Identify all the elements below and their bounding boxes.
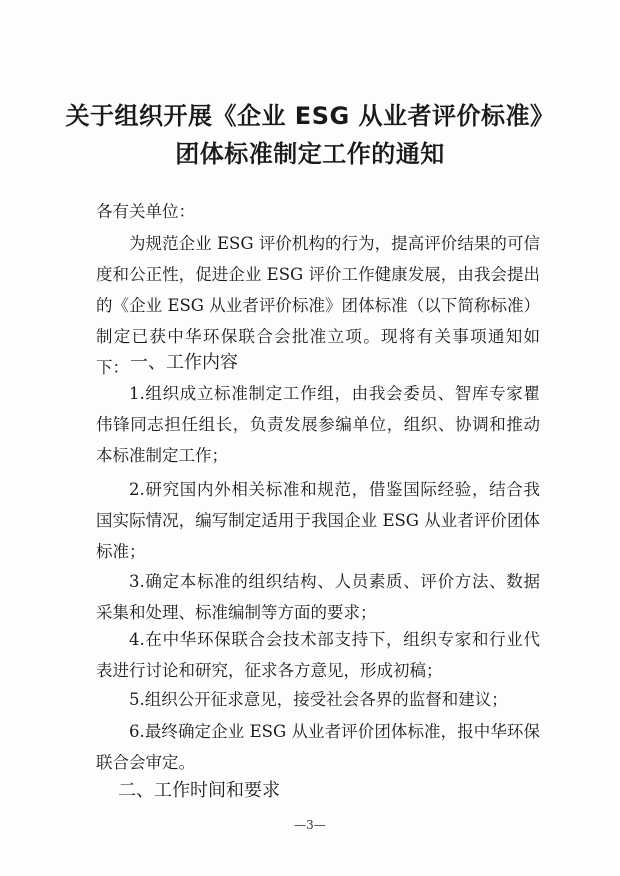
salutation: 各有关单位： [96,202,195,221]
list-item: 1.组织成立标准制定工作组，由我会委员、智库专家瞿伟锋同志担任组长，负责发展参编单位，组织、协调和推动本标准制定工作； [96,384,540,465]
list-item: 6.最终确定企业 ESG 从业者评价团体标准，报中华环保联合会审定。 [96,722,540,772]
list-item: 4.在中华环保联合会技术部支持下，组织专家和行业代表进行讨论和研究，征求各方意见，形成初稿； [96,630,540,680]
page-number: —3— [294,818,326,832]
document-title-line-2: 团体标准制定工作的通知 [175,140,445,168]
list-item: 5.组织公开征求意见，接受社会各界的监督和建议； [129,690,508,709]
intro-paragraph: 为规范企业 ESG 评价机构的行为，提高评价结果的可信度和公正性，促进企业 ESG 评价工作健康发展，由我会提出的《企业 ESG 从业者评价标准》团体标准（以下简称标准）制定已获中华环保联合会批准立项。现将有关事项通知如下： [96,234,540,377]
document-title-line-1: 关于组织开展《企业 ESG 从业者评价标准》 [65,102,555,130]
list-item: 2.研究国内外相关标准和规范，借鉴国际经验，结合我国实际情况，编写制定适用于我国企业 ESG 从业者评价团体标准； [96,480,540,561]
section-heading-time-requirements: 二、工作时间和要求 [118,780,280,801]
list-item: 3.确定本标准的组织结构、人员素质、评价方法、数据采集和处理、标准编制等方面的要求； [96,572,540,622]
section-heading-work-content: 一、工作内容 [130,352,238,373]
